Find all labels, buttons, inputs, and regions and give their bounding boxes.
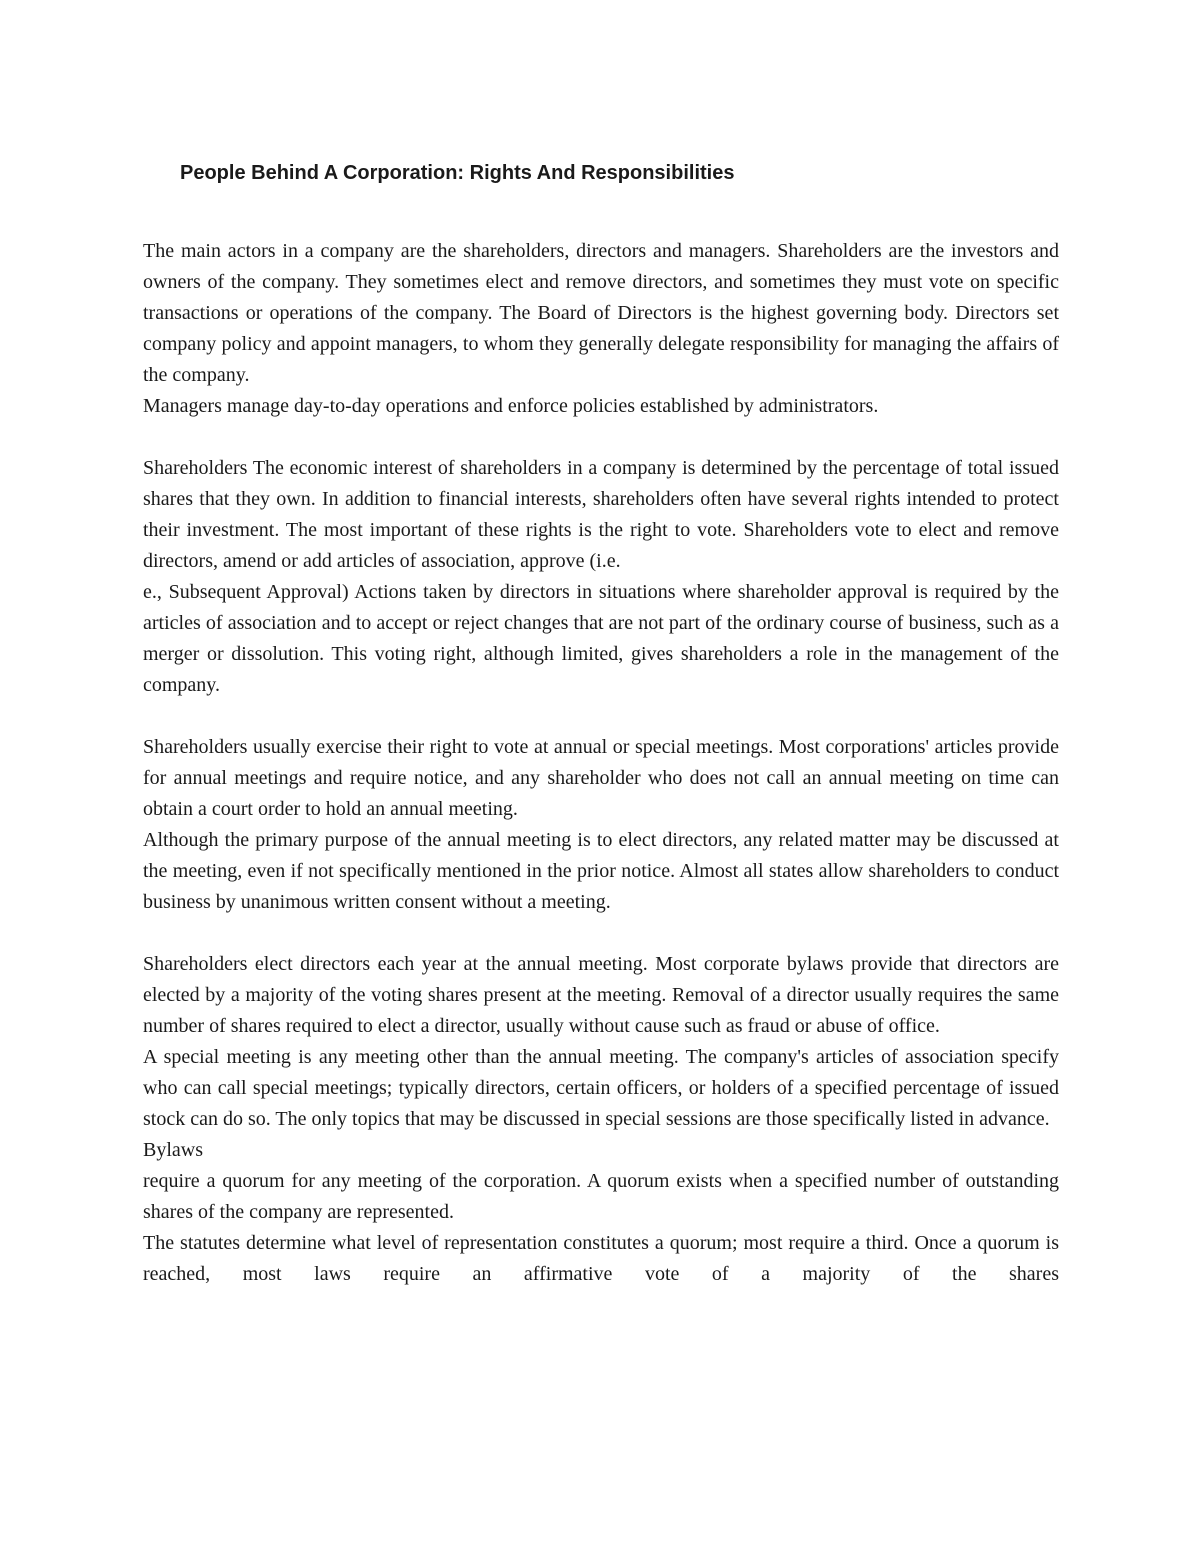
- paragraph-continuation: Managers manage day-to-day operations and enforce policies established by administrators.: [143, 395, 879, 417]
- document-body: [143, 236, 1059, 1290]
- paragraph-continuation-quorum: require a quorum for any meeting of the corporation. A quorum exists when a specified number of outstanding shares of the company are represented.: [143, 1170, 1059, 1223]
- paragraph-continuation: e., Subsequent Approval) Actions taken by directors in situations where shareholder approval is required by the articles of association and to accept or reject changes that are not part of the ordinary course of business, such as a merger or dissolution. This voting right, although limited, gives shareholders a role in the management of the company.: [143, 581, 1059, 696]
- paragraph-continuation: Although the primary purpose of the annual meeting is to elect directors, any related matter may be discussed at the meeting, even if not specifically mentioned in the prior notice. Almost all states allow shareholders to conduct business by unanimous written consent without a meeting.: [143, 829, 1059, 913]
- paragraph-text: Shareholders elect directors each year at the annual meeting. Most corporate bylaws provide that directors are elected by a majority of the voting shares present at the meeting. Removal of a director usually requires the same number of shares required to elect a director, usually without cause such as fraud or abuse of office.: [143, 953, 1059, 1037]
- paragraph-voting-meetings: [143, 732, 1059, 918]
- paragraph-continuation: A special meeting is any meeting other than the annual meeting. The company's articles of association specify who can call special meetings; typically directors, certain officers, or holders of a specified percentage of issued stock can do so. The only topics that may be discussed in special sessions are those specifically listed in advance.: [143, 1046, 1059, 1130]
- document-title: People Behind A Corporation: Rights And Responsibilities: [180, 162, 735, 184]
- paragraph-continuation-statutes: The statutes determine what level of representation constitutes a quorum; most require a third. Once a quorum is reached, most laws require an affirmative vote of a majority of the shares: [143, 1232, 1059, 1285]
- paragraph-shareholders-interest: [143, 453, 1059, 701]
- paragraph-elect-directors: [143, 949, 1059, 1290]
- paragraph-main-actors: [143, 236, 1059, 422]
- paragraph-text: The main actors in a company are the shareholders, directors and managers. Shareholders are the investors and owners of the company. They sometimes elect and remove directors, and sometimes they must vote on specific transactions or operations of the company. The Board of Directors is the highest governing body. Directors set company policy and appoint managers, to whom they generally delegate responsibility for managing the affairs of the company.: [143, 240, 1059, 386]
- paragraph-text: Shareholders The economic interest of shareholders in a company is determined by the percentage of total issued shares that they own. In addition to financial interests, shareholders often have several rights intended to protect their investment. The most important of these rights is the right to vote. Shareholders vote to elect and remove directors, amend or add articles of association, approve (i.e.: [143, 457, 1059, 572]
- paragraph-text: Shareholders usually exercise their right to vote at annual or special meetings. Most corporations' articles provide for annual meetings and require notice, and any shareholder who does not call an annual meeting on time can obtain a court order to hold an annual meeting.: [143, 736, 1059, 820]
- paragraph-continuation-bylaws: Bylaws: [143, 1139, 203, 1161]
